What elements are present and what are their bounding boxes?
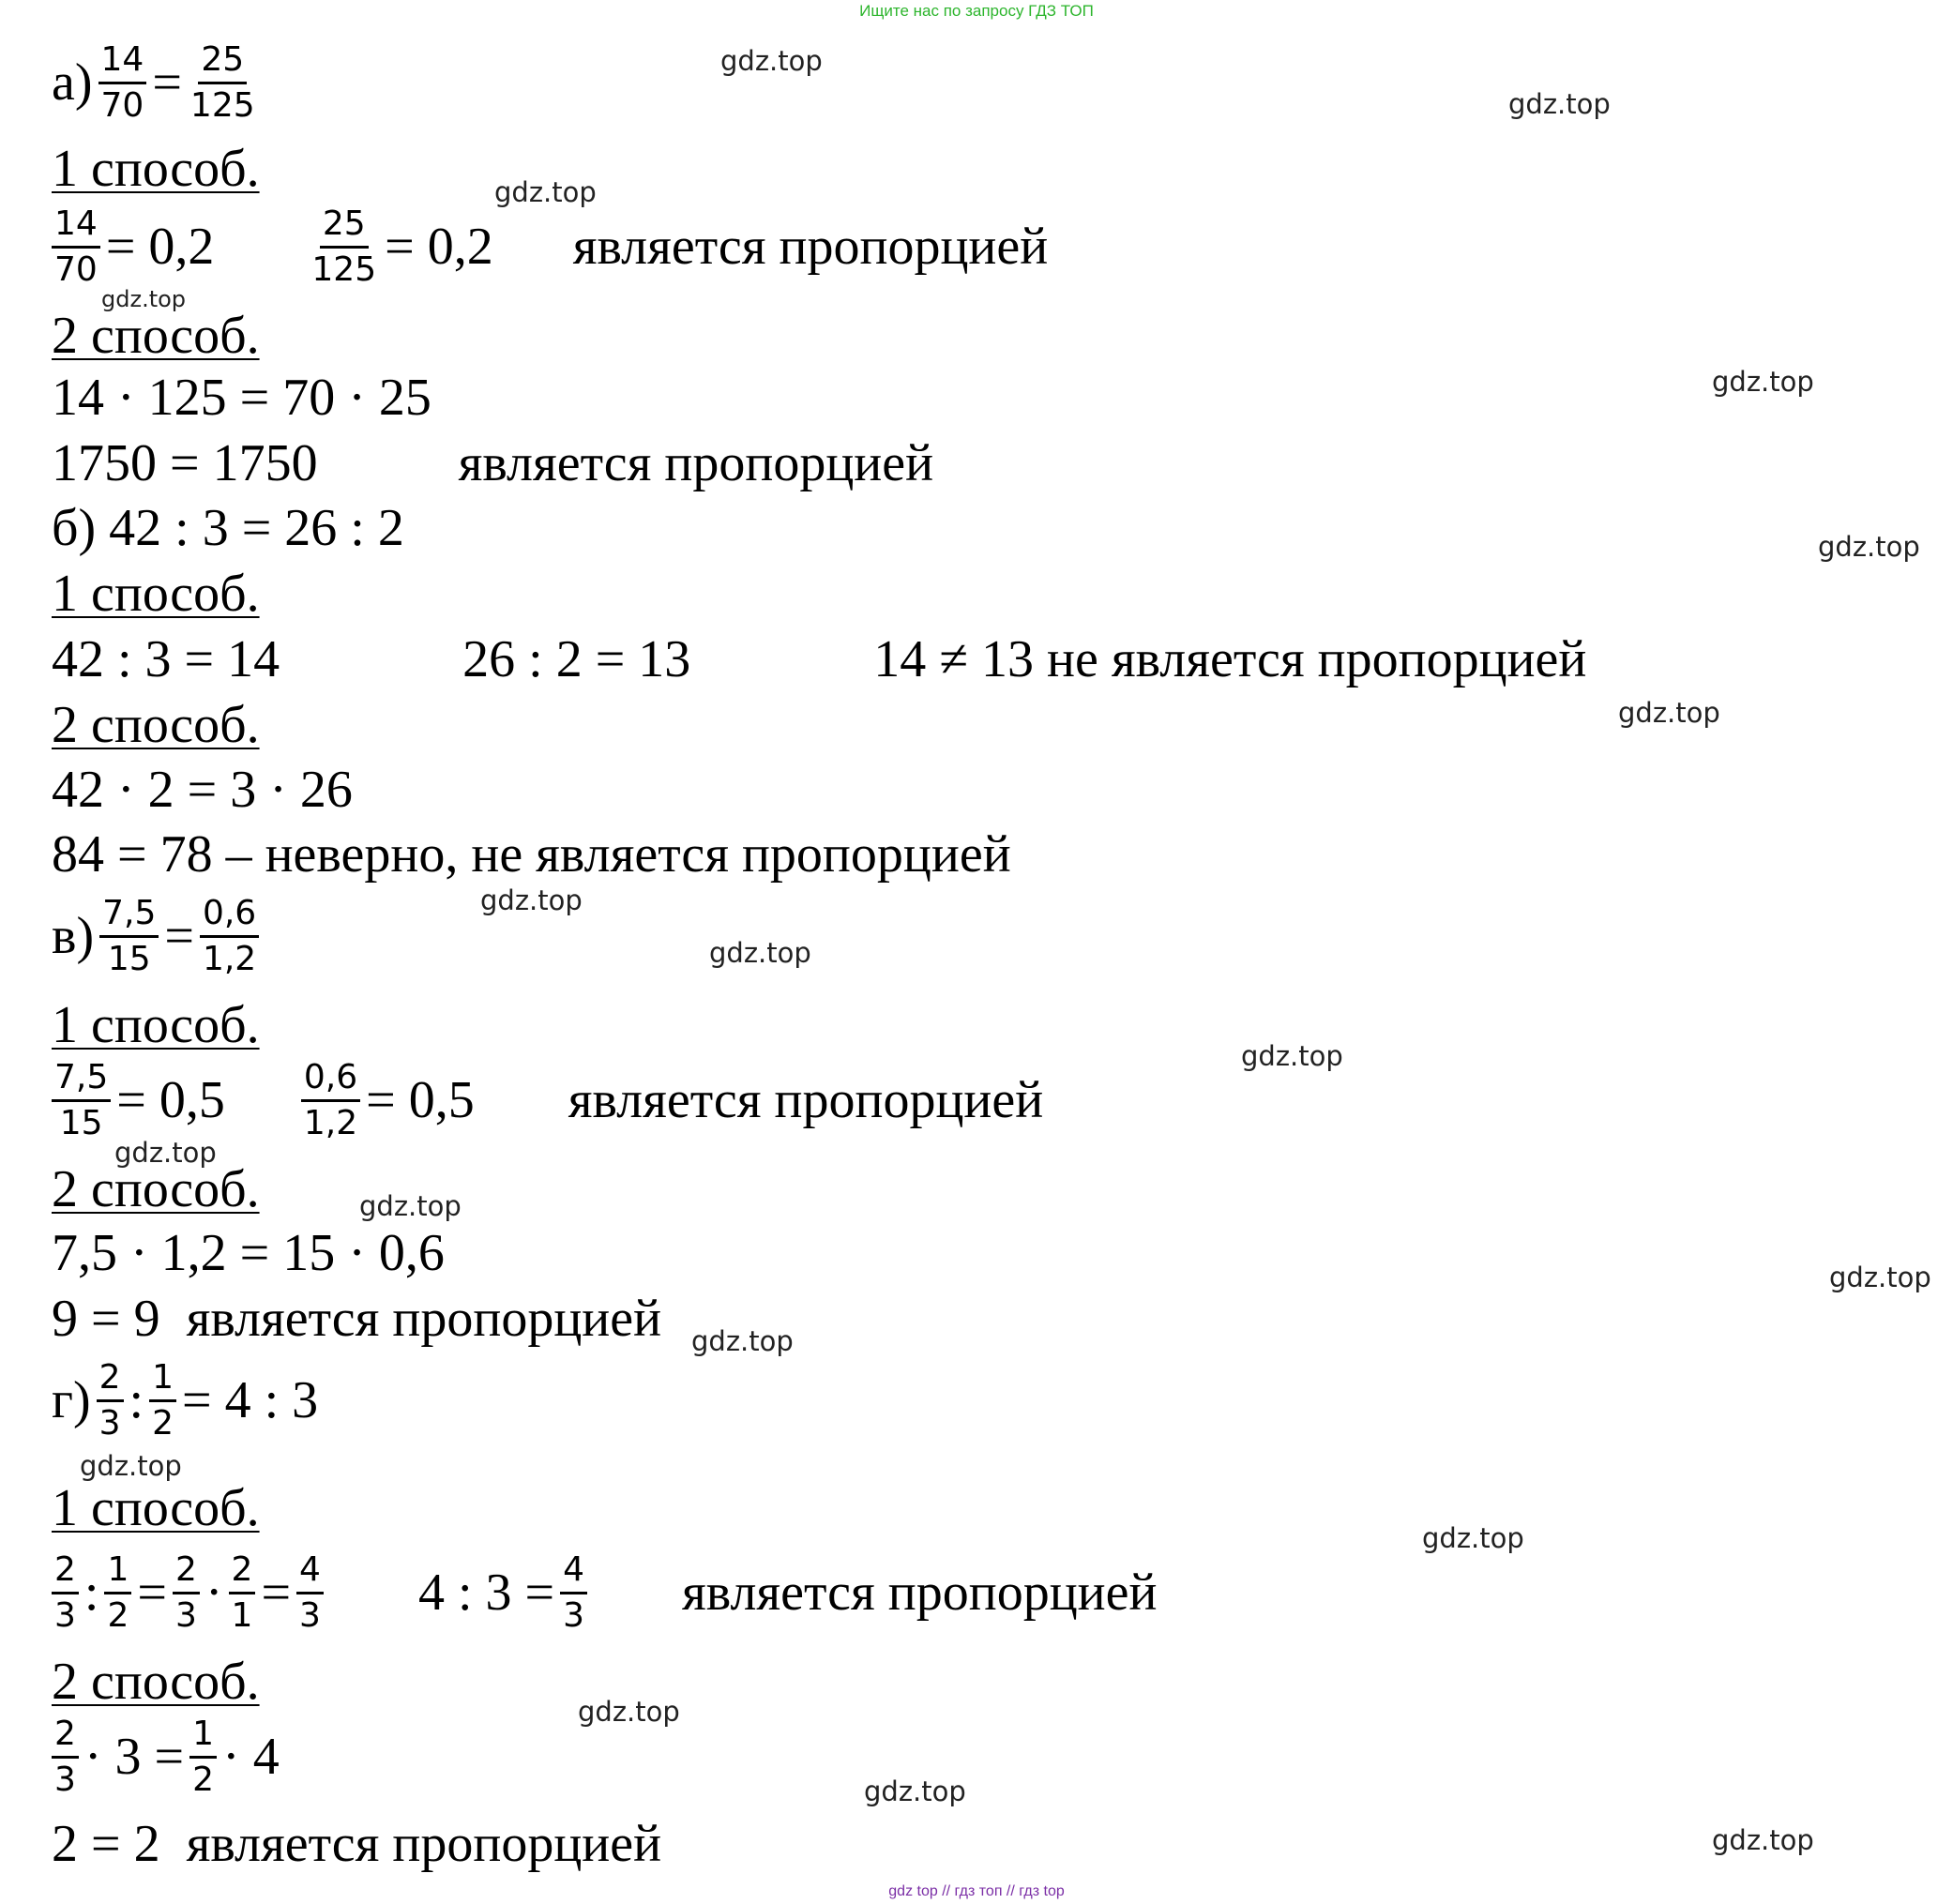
watermark: gdz.top [101,286,187,312]
fraction: $\frac{14}{70}$ [98,42,147,124]
watermark: gdz.top [1712,366,1814,398]
fraction: $\frac{2}{3}$ [52,1716,79,1798]
watermark: gdz.top [691,1325,794,1357]
watermark: gdz.top [480,884,583,916]
task-g-statement: г) $\frac{2}{3}$ : $\frac{1}{2}$ = 4 : 3 [52,1358,319,1443]
watermark: gdz.top [359,1190,462,1222]
watermark: gdz.top [1712,1824,1814,1856]
fraction: $\frac{1}{2}$ [149,1360,176,1442]
watermark: gdz.top [114,1137,217,1169]
watermark: gdz.top [864,1776,966,1807]
verdict: является пропорцией [186,1815,662,1873]
verdict: является пропорцией [681,1564,1158,1623]
fraction: $\frac{1}{2}$ [104,1552,131,1634]
watermark: gdz.top [1829,1262,1931,1293]
footer-note[interactable]: gdz top // гдз топ // гдз top [888,1883,1065,1899]
method-1-heading: 1 способ. [52,140,260,198]
task-b-m2-line1: 42 · 2 = 3 · 26 [52,761,353,819]
method-2-heading: 2 способ. [52,1160,260,1218]
task-v-m2-line2: 9 = 9 является пропорцией [52,1290,662,1348]
watermark: gdz.top [720,45,823,77]
method-2-heading: 2 способ. [52,696,260,754]
verdict: является пропорцией [458,434,934,492]
task-v-m2-line1: 7,5 · 1,2 = 15 · 0,6 [52,1224,445,1282]
verdict: является пропорцией [568,1071,1044,1130]
task-g-m2-line2: 2 = 2 является пропорцией [52,1815,662,1873]
task-a-label: а) [52,53,93,113]
fraction: $\frac{4}{3}$ [560,1552,587,1634]
watermark: gdz.top [578,1696,680,1728]
method-1-heading: 1 способ. [52,996,260,1054]
fraction: $\frac{2}{3}$ [97,1360,124,1442]
fraction: $\frac{0,6}{1,2}$ [200,896,259,977]
task-g-method1: $\frac{2}{3}$ : $\frac{1}{2}$ = $\frac{2}{3}$ · $\frac{2}{1}$ = $\frac{4}{3}$ 4 : 3 = $\frac{4}{3}$ является пропорцией [52,1552,1157,1634]
verdict: является пропорцией [186,1290,662,1348]
fraction: $\frac{25}{125}$ [189,40,255,125]
task-a-method1: $\frac{14}{70}$ = 0,2 $\frac{25}{125}$ = 0,2 является пропорцией [52,206,1048,288]
task-g-m2-line1: $\frac{2}{3}$ · 3 = $\frac{1}{2}$ · 4 [52,1716,280,1798]
watermark: gdz.top [1618,697,1720,729]
fraction: $\frac{7,5}{15}$ [52,1060,111,1141]
watermark: gdz.top [709,937,811,969]
task-v-method1: $\frac{7,5}{15}$ = 0,5 $\frac{0,6}{1,2}$ = 0,5 является пропорцией [52,1060,1043,1141]
fraction: $\frac{1}{2}$ [189,1716,217,1798]
fraction: $\frac{2}{3}$ [52,1552,79,1634]
watermark: gdz.top [80,1450,182,1482]
task-b-statement: б) 42 : 3 = 26 : 2 [52,499,404,557]
fraction: $\frac{2}{3}$ [173,1552,200,1634]
watermark: gdz.top [1241,1040,1343,1072]
task-a-m2-line2: 1750 = 1750 является пропорцией [52,434,934,492]
fraction: $\frac{7,5}{15}$ [99,896,159,977]
method-2-heading: 2 способ. [52,1653,260,1711]
task-b-method1: 42 : 3 = 14 26 : 2 = 13 14 ≠ 13 не является пропорцией [52,630,1587,688]
method-1-heading: 1 способ. [52,565,260,623]
watermark: gdz.top [1508,88,1611,120]
task-a-m2-line1: 14 · 125 = 70 · 25 [52,369,431,427]
fraction: $\frac{0,6}{1,2}$ [301,1060,360,1141]
fraction: $\frac{25}{125}$ [311,204,377,289]
fraction: $\frac{2}{1}$ [229,1552,256,1634]
fraction: $\frac{14}{70}$ [52,206,100,288]
method-1-heading: 1 способ. [52,1479,260,1537]
method-2-heading: 2 способ. [52,307,260,365]
fraction: $\frac{4}{3}$ [296,1552,324,1634]
watermark: gdz.top [1818,531,1920,563]
task-b-m2-line2: 84 = 78 – неверно, не является пропорцией [52,825,1011,884]
task-v-statement: в) $\frac{7,5}{15}$ = $\frac{0,6}{1,2}$ [52,896,265,977]
watermark: gdz.top [494,176,597,208]
header-note[interactable]: Ищите нас по запросу ГДЗ ТОП [859,2,1094,20]
verdict: является пропорцией [572,218,1049,277]
watermark: gdz.top [1422,1522,1524,1554]
task-a-statement: а) $\frac{14}{70}$ = $\frac{25}{125}$ [52,42,264,124]
